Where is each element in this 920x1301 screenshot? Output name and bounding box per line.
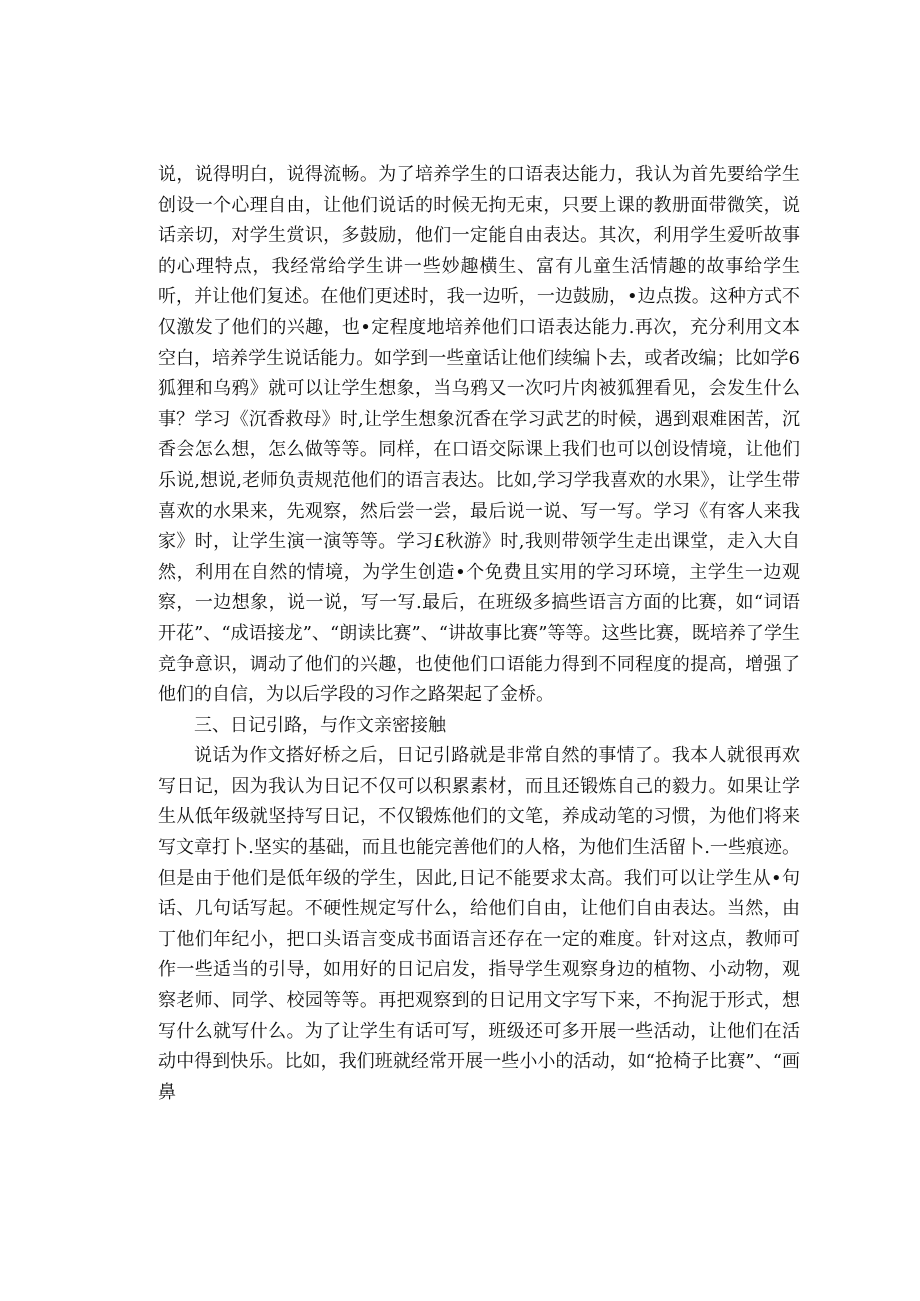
document-body bbox=[158, 160, 800, 1108]
paragraph-oral-expression: 说，说得明白，说得流畅。为了培养学生的口语表达能力，我认为首先要给学生创设一个心理自由，让他们说话的时候无拘无束，只要上课的教册面带微笑，说话亲切，对学生赏识，多鼓励，他们一定能自由表达。其次，利用学生爱听故事的心理特点，我经常给学生讲一些妙趣横生、富有儿童生活情趣的故事给学生听，并让他们复述。在他们更述时，我一边听，一边鼓励，•边点拨。这种方式不仅激发了他们的兴趣，也•定程度地培养他们口语表达能力.再次，充分利用文本空白，培养学生说话能力。如学到一些童话让他们续编卜去，或者改编；比如学6狐狸和乌鸦》就可以让学生想象，当乌鸦又一次叼片肉被狐狸看见，会发生什么事？学习《沉香救母》时,让学生想象沉香在学习武艺的时候，遇到艰难困苦，沉香会怎么想，怎么做等等。同样，在口语交际课上我们也可以创设情境，让他们乐说,想说,老师负责规范他们的语言表达。比如,学习学我喜欢的水果》，让学生带喜欢的水果来，先观察，然后尝一尝，最后说一说、写一写。学习《有客人来我家》时，让学生演一演等等。学习£秋游》时,我则带领学生走出课堂，走入大自然，利用在自然的情境，为学生创造•个免费且实用的学习环境，主学生一边观察，一边想象，说一说，写一写.最后，在班级多搞些语言方面的比赛，如“词语开花”、“成语接龙”、“朗读比赛”、“讲故事比赛”等等。这些比赛，既培养了学生竞争意识，调动了他们的兴趣，也使他们口语能力得到不同程度的提高，增强了他们的自信，为以后学段的习作之路架起了金桥。 bbox=[158, 164, 800, 706]
paragraph-diary: 说话为作文搭好桥之后，日记引路就是非常自然的事情了。我本人就很再欢写日记，因为我认为日记不仅可以积累素材，而且还锻炼自己的毅力。如果让学生从低年级就坚持写日记，不仅锻炼他们的文笔，养成动笔的习惯，为他们将来写文章打卜.坚实的基础，而且也能完善他们的人格，为他们生活留卜.一些痕迹。但是由于他们是低年级的学生，因此,日记不能要求太高。我们可以让学生从•句话、几句话写起。不硬性规定写什么，给他们自由，让他们自由表达。当然，由丁他们年纪小，把口头语言变成书面语言还存在一定的难度。针对这点，教师可作一些适当的引导，如用好的日记启发，指导学生观察身边的植物、小动物，观察老师、同学、校园等等。再把观察到的日记用文字写下来，不拘泥于形式，想写什么就写什么。为了让学生有话可写，班级还可多开展一些活动，让他们在活动中得到快乐。比如，我们班就经常开展一些小小的活动，如“抢椅子比赛”、“画鼻 bbox=[158, 745, 800, 1103]
section-heading-diary: 三、日记引路，与作文亲密接触 bbox=[194, 714, 446, 736]
